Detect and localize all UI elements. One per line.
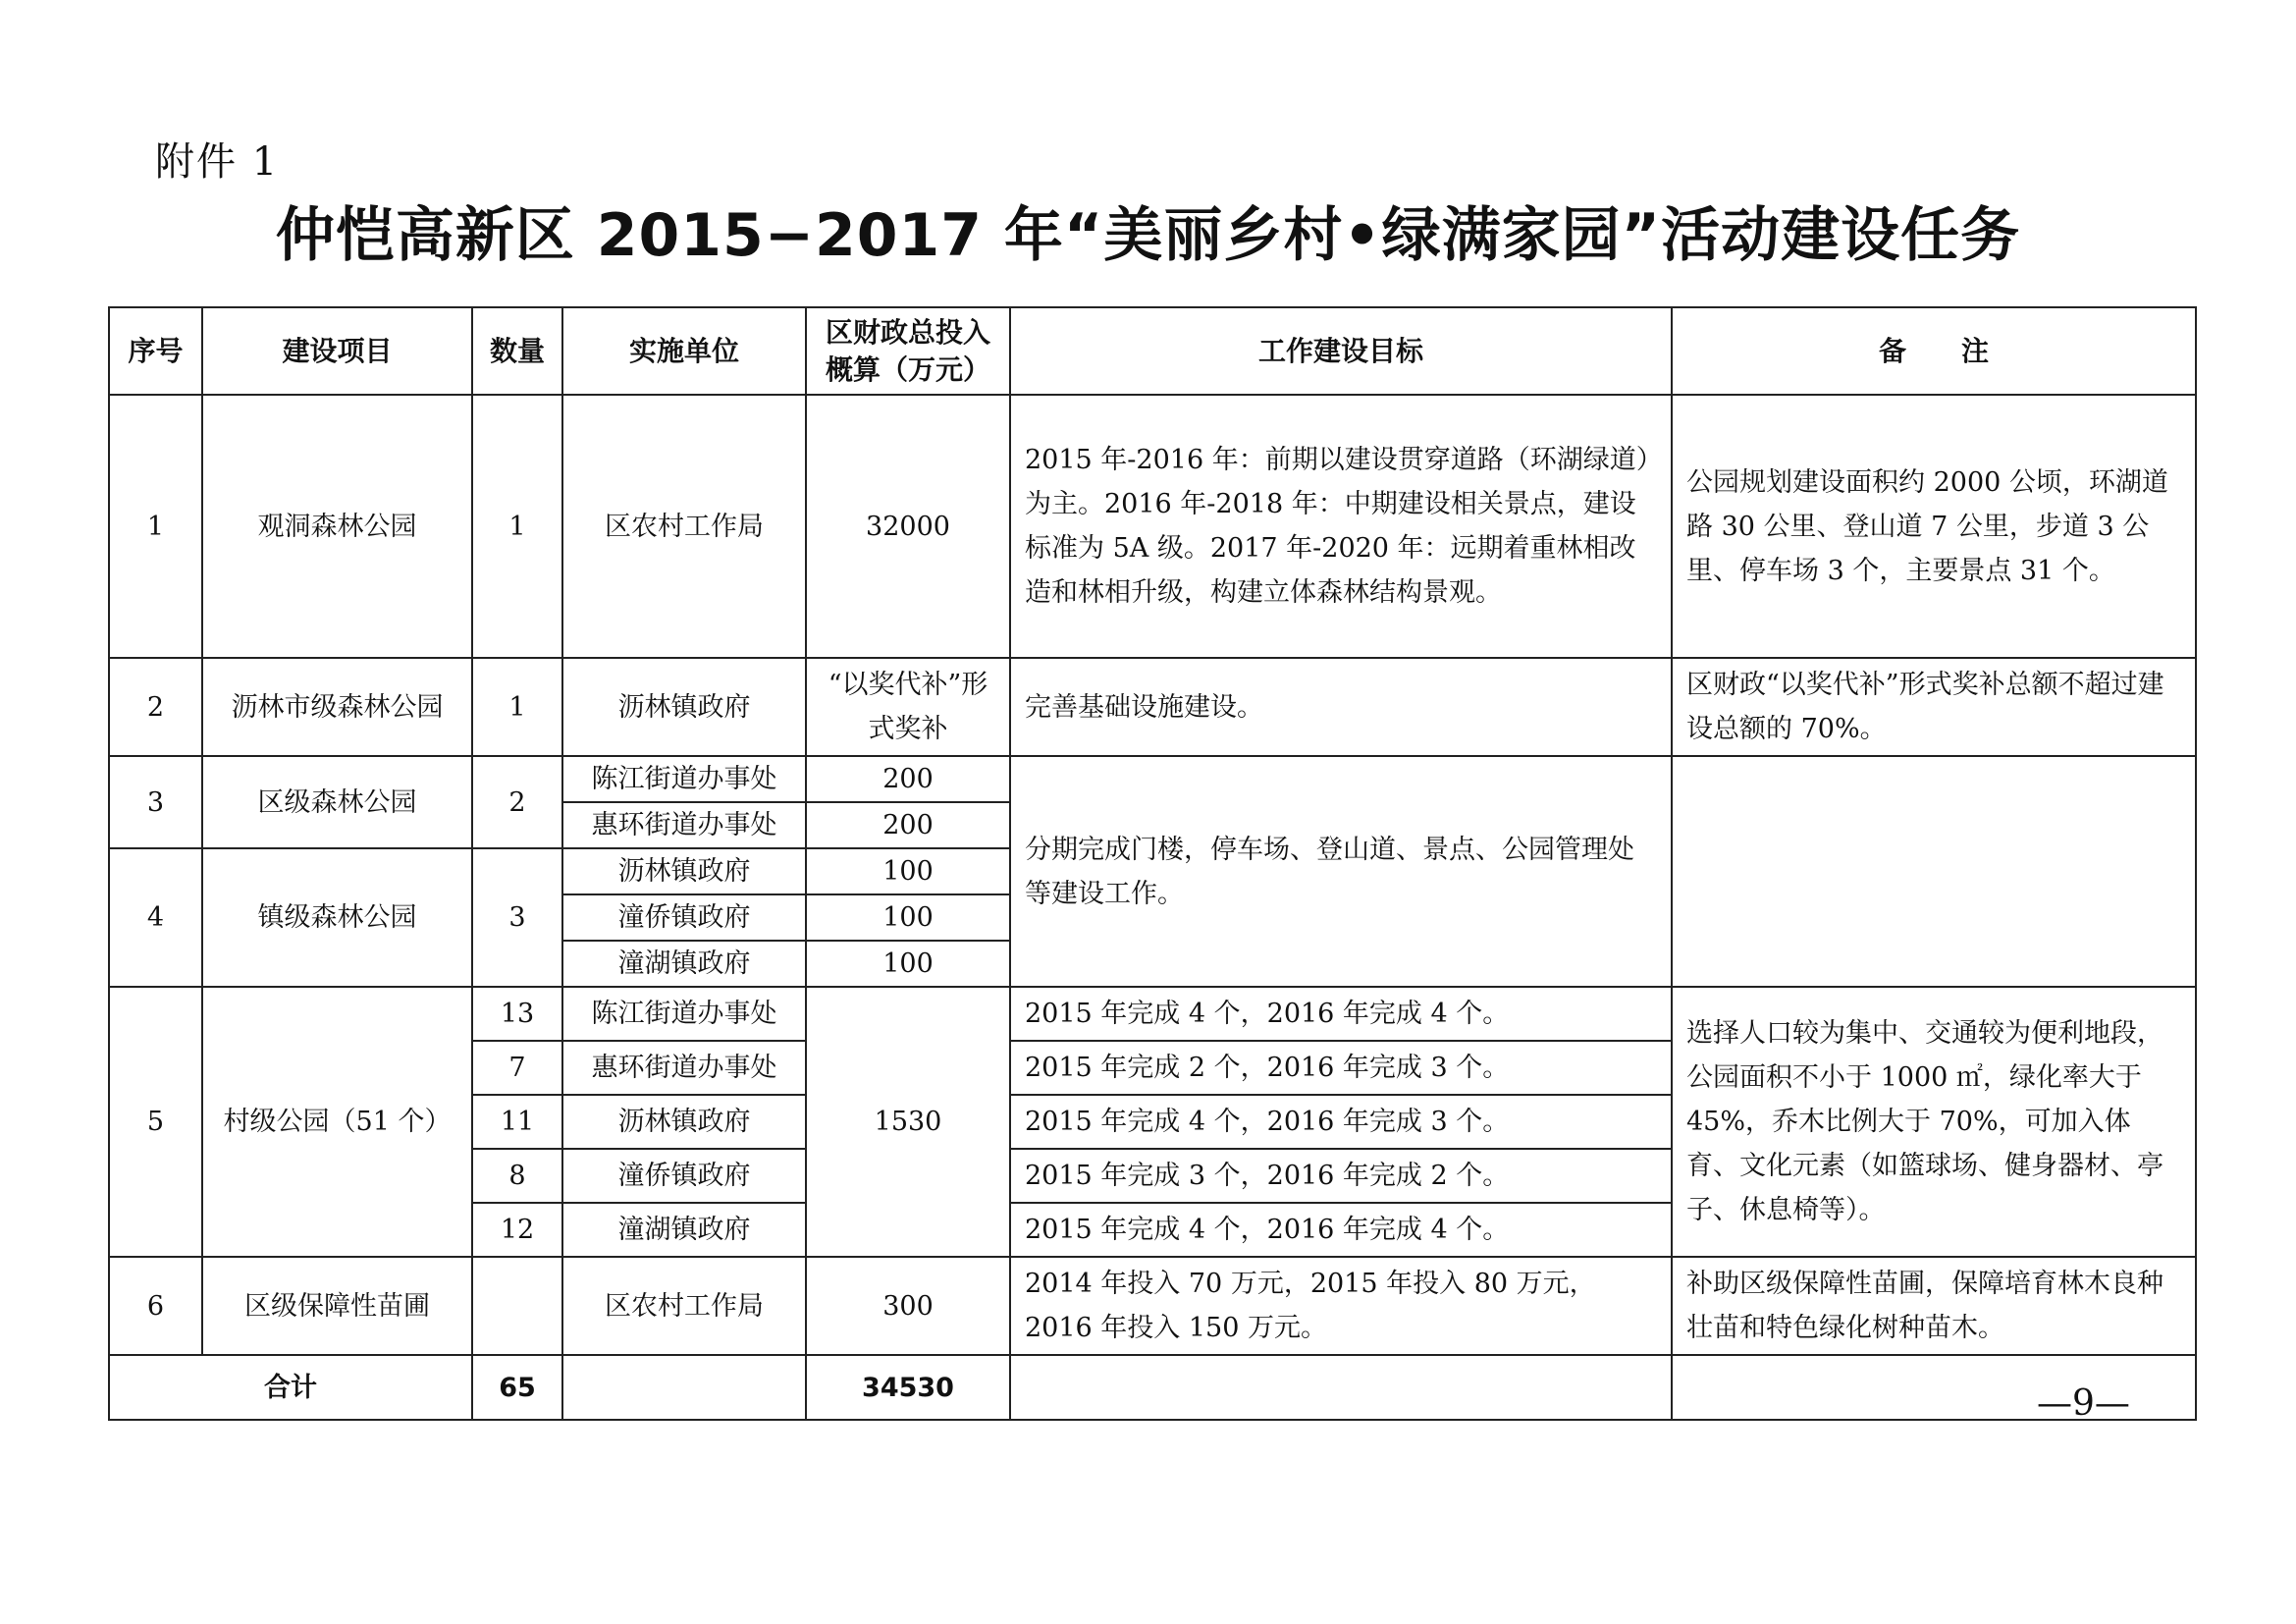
table-row	[109, 987, 2196, 1041]
header-row	[109, 307, 2196, 395]
total-goal	[1010, 1355, 1672, 1420]
cell-project: 区级森林公园	[202, 756, 472, 848]
cell-quantity: 11	[472, 1095, 562, 1149]
cell-unit: 惠环街道办事处	[562, 802, 806, 848]
header-budget-line1: 区财政总投入	[825, 315, 990, 349]
cell-goal: 2014 年投入 70 万元，2015 年投入 80 万元， 2016 年投入 150 万元。	[1010, 1257, 1672, 1355]
header-project: 建设项目	[202, 307, 472, 395]
cell-goal: 分期完成门楼，停车场、登山道、景点、公园管理处等建设工作。	[1010, 756, 1672, 987]
table-row	[109, 395, 2196, 658]
cell-quantity: 8	[472, 1149, 562, 1203]
cell-budget: 1530	[806, 987, 1010, 1257]
cell-project: 镇级森林公园	[202, 848, 472, 987]
cell-unit: 陈江街道办事处	[562, 756, 806, 802]
cell-unit: 潼湖镇政府	[562, 1203, 806, 1257]
cell-remark: 补助区级保障性苗圃，保障培育林木良种壮苗和特色绿化树种苗木。	[1672, 1257, 2196, 1355]
cell-project: 区级保障性苗圃	[202, 1257, 472, 1355]
cell-project: 沥林市级森林公园	[202, 658, 472, 756]
cell-quantity	[472, 1257, 562, 1355]
cell-quantity: 13	[472, 987, 562, 1041]
cell-remark: 区财政“以奖代补”形式奖补总额不超过建设总额的 70%。	[1672, 658, 2196, 756]
cell-goal: 2015 年完成 4 个，2016 年完成 3 个。	[1010, 1095, 1672, 1149]
cell-seq: 1	[109, 395, 202, 658]
cell-quantity: 3	[472, 848, 562, 987]
cell-goal: 2015 年完成 3 个，2016 年完成 2 个。	[1010, 1149, 1672, 1203]
header-remark: 备 注	[1672, 307, 2196, 395]
document-title: 仲恺高新区 2015−2017 年“美丽乡村•绿满家园”活动建设任务	[275, 201, 2021, 270]
cell-seq: 6	[109, 1257, 202, 1355]
total-quantity: 65	[472, 1355, 562, 1420]
cell-project: 观洞森林公园	[202, 395, 472, 658]
header-budget	[806, 307, 1010, 395]
cell-quantity: 12	[472, 1203, 562, 1257]
cell-remark	[1672, 756, 2196, 987]
cell-unit: 潼侨镇政府	[562, 894, 806, 941]
cell-unit: 区农村工作局	[562, 1257, 806, 1355]
header-quantity: 数量	[472, 307, 562, 395]
attachment-label: 附件 1	[155, 139, 280, 185]
cell-project: 村级公园（51 个）	[202, 987, 472, 1257]
cell-unit: 沥林镇政府	[562, 1095, 806, 1149]
header-goal: 工作建设目标	[1010, 307, 1672, 395]
cell-goal: 完善基础设施建设。	[1010, 658, 1672, 756]
cell-remark: 公园规划建设面积约 2000 公顷，环湖道路 30 公里、登山道 7 公里，步道 3 公里、停车场 3 个，主要景点 31 个。	[1672, 395, 2196, 658]
cell-budget: 200	[806, 802, 1010, 848]
cell-budget: 300	[806, 1257, 1010, 1355]
cell-unit: 潼侨镇政府	[562, 1149, 806, 1203]
header-seq: 序号	[109, 307, 202, 395]
cell-unit: 区农村工作局	[562, 395, 806, 658]
cell-budget: 32000	[806, 395, 1010, 658]
cell-unit: 惠环街道办事处	[562, 1041, 806, 1095]
page-number: —9—	[2037, 1383, 2130, 1424]
header-unit: 实施单位	[562, 307, 806, 395]
table-row	[109, 658, 2196, 756]
cell-quantity: 1	[472, 658, 562, 756]
cell-seq: 4	[109, 848, 202, 987]
header-budget-line2: 概算（万元）	[825, 352, 990, 386]
cell-unit: 陈江街道办事处	[562, 987, 806, 1041]
cell-unit: 沥林镇政府	[562, 658, 806, 756]
cell-unit: 潼湖镇政府	[562, 941, 806, 987]
cell-quantity: 1	[472, 395, 562, 658]
cell-goal: 2015 年完成 4 个，2016 年完成 4 个。	[1010, 987, 1672, 1041]
task-table	[108, 306, 2197, 1421]
cell-remark: 选择人口较为集中、交通较为便利地段，公园面积不小于 1000 ㎡，绿化率大于 45%，乔木比例大于 70%，可加入体育、文化元素（如篮球场、健身器材、亭子、休息椅等）。	[1672, 987, 2196, 1257]
cell-budget: 200	[806, 756, 1010, 802]
cell-seq: 5	[109, 987, 202, 1257]
total-unit	[562, 1355, 806, 1420]
total-row	[109, 1355, 2196, 1420]
cell-goal: 2015 年完成 4 个，2016 年完成 4 个。	[1010, 1203, 1672, 1257]
cell-goal: 2015 年-2016 年：前期以建设贯穿道路（环湖绿道）为主。2016 年-2018 年：中期建设相关景点，建设标准为 5A 级。2017 年-2020 年：远期着重林相改造和林相升级，构建立体森林结构景观。	[1010, 395, 1672, 658]
cell-quantity: 2	[472, 756, 562, 848]
cell-budget: 100	[806, 848, 1010, 894]
cell-unit: 沥林镇政府	[562, 848, 806, 894]
total-budget: 34530	[806, 1355, 1010, 1420]
cell-budget: “以奖代补”形式奖补	[806, 658, 1010, 756]
cell-budget: 100	[806, 941, 1010, 987]
table-row	[109, 1257, 2196, 1355]
cell-seq: 2	[109, 658, 202, 756]
cell-budget: 100	[806, 894, 1010, 941]
table-row	[109, 756, 2196, 802]
total-label: 合计	[109, 1355, 472, 1420]
cell-goal: 2015 年完成 2 个，2016 年完成 3 个。	[1010, 1041, 1672, 1095]
cell-quantity: 7	[472, 1041, 562, 1095]
cell-seq: 3	[109, 756, 202, 848]
